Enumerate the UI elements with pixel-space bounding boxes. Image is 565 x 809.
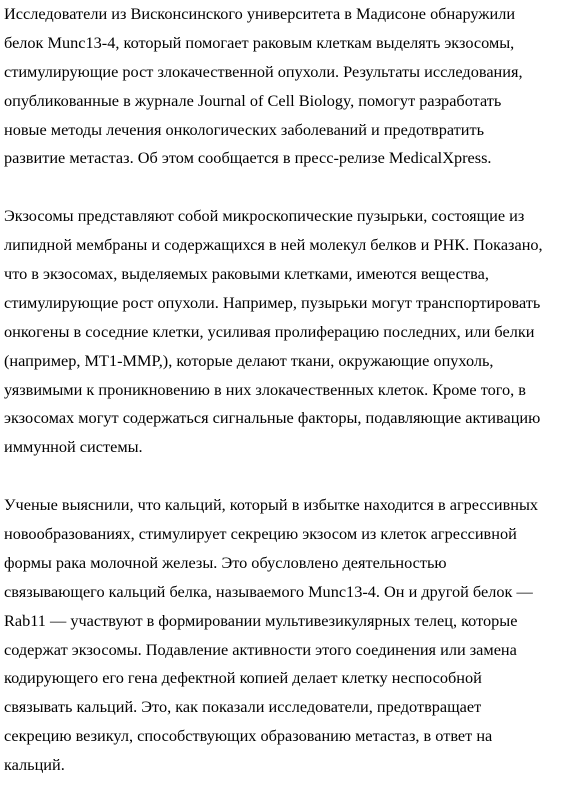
text-line: кальций. [4, 755, 65, 775]
text-line: уязвимыми к проникновению в них злокачественных клеток. Кроме того, в [4, 379, 526, 399]
text-line: иммунной системы. [4, 437, 143, 457]
text-line: секрецию везикул, способствующих образованию метастаз, в ответ на [4, 726, 493, 746]
text-line: содержат экзосомы. Подавление активности этого соединения или замена [4, 639, 517, 659]
document-body [4, 0, 564, 809]
text-line: новые методы лечения онкологических заболеваний и предотвратить [4, 119, 485, 139]
text-line: экзосомах могут содержаться сигнальные факторы, подавляющие активацию [4, 408, 541, 428]
paragraph-3 [4, 491, 564, 780]
text-line: онкогены в соседние клетки, усиливая пролиферацию последних, или белки [4, 321, 535, 341]
text-line: (например, MT1-MMP,), которые делают ткани, окружающие опухоль, [4, 350, 494, 370]
text-line: Экзосомы представляют собой микроскопические пузырьки, состоящие из [4, 206, 525, 226]
text-line: формы рака молочной железы. Это обусловлено деятельностью [4, 552, 447, 572]
text-line: стимулирующие рост опухоли. Например, пузырьки могут транспортировать [4, 292, 541, 312]
text-line: что в экзосомах, выделяемых раковыми клетками, имеются вещества, [4, 264, 489, 284]
text-line: липидной мембраны и содержащихся в ней молекул белков и РНК. Показано, [4, 235, 543, 255]
text-line: новообразованиях, стимулирует секрецию экзосом из клеток агрессивной [4, 524, 517, 544]
paragraph-1 [4, 0, 564, 173]
text-line: Исследователи из Висконсинского университета в Мадисоне обнаружили [4, 4, 516, 23]
text-line: стимулирующие рост злокачественной опухоли. Результаты исследования, [4, 61, 523, 81]
text-line: кодирующего его гена дефектной копией делает клетку неспособной [4, 668, 482, 688]
text-line: Ученые выяснили, что кальций, который в избытке находится в агрессивных [4, 495, 539, 515]
text-line: связывающего кальций белка, называемого Munc13-4. Он и другой белок — [4, 581, 533, 601]
text-line: развитие метастаз. Об этом сообщается в пресс-релизе MedicalXpress. [4, 148, 492, 168]
paragraph-2 [4, 202, 564, 462]
text-line: опубликованные в журнале Journal of Cell Biology, помогут разработать [4, 90, 502, 110]
text-line: белок Munc13-4, который помогает раковым клеткам выделять экзосомы, [4, 32, 515, 52]
text-line: связывать кальций. Это, как показали исследователи, предотвращает [4, 697, 482, 717]
text-line: Rab11 — участвуют в формировании мультивезикулярных телец, которые [4, 610, 518, 630]
